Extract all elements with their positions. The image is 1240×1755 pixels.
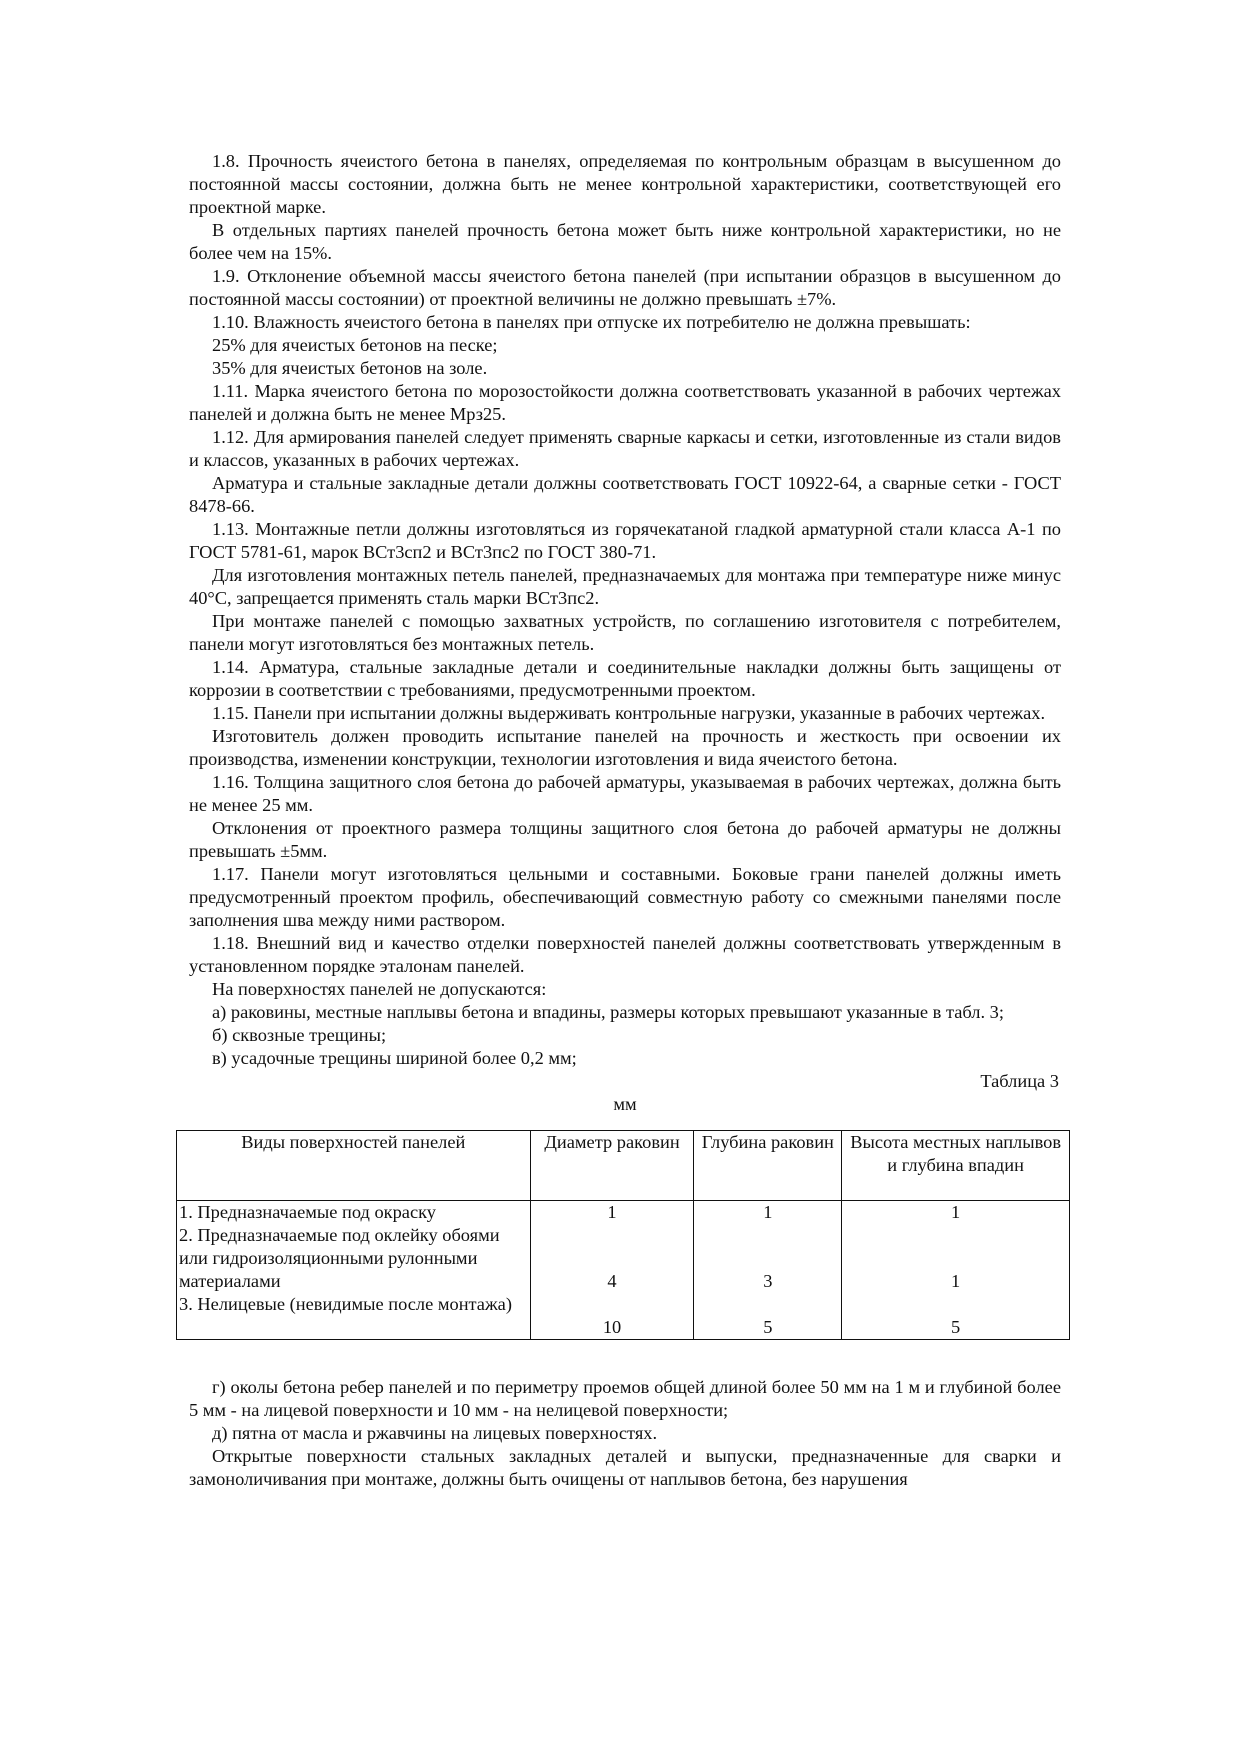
paragraph: б) сквозные трещины; [212, 1025, 387, 1045]
paragraph: 1.13. Монтажные петли должны изготовляться из горячекатаной гладкой арматурной стали класса А-1 по ГОСТ 5781-61, марок ВСт3сп2 и ВСт3пс2 по ГОСТ 380-71. [189, 519, 1061, 562]
section-text-before [189, 150, 1061, 1070]
paragraph: Открытые поверхности стальных закладных деталей и выпуски, предназначенные для сварки и замоноличивания при монтаже, должны быть очищены от наплывов бетона, без нарушения [189, 1446, 1061, 1489]
cell-value: 1 [607, 1202, 617, 1222]
cell-value: 1 [951, 1202, 961, 1222]
paragraph: 1.12. Для армирования панелей следует применять сварные каркасы и сетки, изготовленные из стали видов и классов, указанных в рабочих чертежах. [189, 427, 1061, 470]
paragraph: При монтаже панелей с помощью захватных устройств, по соглашению изготовителя с потребителем, панели могут изготовляться без монтажных петель. [189, 611, 1061, 654]
paragraph: Арматура и стальные закладные детали должны соответствовать ГОСТ 10922-64, а сварные сетки - ГОСТ 8478-66. [189, 473, 1061, 516]
paragraph: Отклонения от проектного размера толщины защитного слоя бетона до рабочей арматуры не должны превышать ±5мм. [189, 818, 1061, 861]
paragraph: 25% для ячеистых бетонов на песке; [212, 335, 498, 355]
table-cell [530, 1201, 694, 1340]
paragraph: а) раковины, местные наплывы бетона и впадины, размеры которых превышают указанные в табл. 3; [212, 1002, 1004, 1022]
section-text-after [189, 1376, 1061, 1491]
table-caption: Таблица 3 [980, 1071, 1059, 1091]
column-header: Глубина раковин [694, 1131, 842, 1201]
paragraph: 1.14. Арматура, стальные закладные детали и соединительные накладки должны быть защищены от коррозии в соответствии с требованиями, предусмотренными проектом. [189, 657, 1061, 700]
paragraph: 1.10. Влажность ячеистого бетона в панелях при отпуске их потребителю не должна превышать: [212, 312, 971, 332]
table-cell [694, 1201, 842, 1340]
document-page [179, 150, 1062, 1491]
table-row [177, 1201, 1070, 1340]
paragraph: 1.11. Марка ячеистого бетона по морозостойкости должна соответствовать указанной в рабочих чертежах панелей и должна быть не менее Мрз25. [189, 381, 1061, 424]
cell-value: 10 [602, 1317, 622, 1337]
row-name: 3. Нелицевые (невидимые после монтажа) [179, 1294, 512, 1314]
paragraph: Изготовитель должен проводить испытание панелей на прочность и жесткость при освоении их производства, изменении конструкции, технологии изготовления и вида ячеистого бетона. [189, 726, 1061, 769]
cell-value: 3 [763, 1271, 773, 1291]
table-unit: мм [613, 1094, 637, 1114]
table-cell [842, 1201, 1070, 1340]
defects-table [176, 1130, 1070, 1340]
paragraph: 1.16. Толщина защитного слоя бетона до рабочей арматуры, указываемая в рабочих чертежах, должна быть не менее 25 мм. [189, 772, 1061, 815]
column-header: Виды поверхностей панелей [177, 1131, 531, 1201]
paragraph: г) околы бетона ребер панелей и по периметру проемов общей длиной более 50 мм на 1 м и глубиной более 5 мм - на лицевой поверхности и 10 мм - на нелицевой поверхности; [189, 1377, 1061, 1420]
cell-value: 5 [763, 1317, 773, 1337]
paragraph: 1.15. Панели при испытании должны выдерживать контрольные нагрузки, указанные в рабочих чертежах. [212, 703, 1046, 723]
paragraph: В отдельных партиях панелей прочность бетона может быть ниже контрольной характеристики, но не более чем на 15%. [189, 220, 1061, 263]
paragraph: 35% для ячеистых бетонов на золе. [212, 358, 488, 378]
table-body [177, 1201, 1070, 1340]
column-header: Диаметр раковин [530, 1131, 694, 1201]
paragraph: 1.18. Внешний вид и качество отделки поверхностей панелей должны соответствовать утвержденным в установленном порядке эталонам панелей. [189, 933, 1061, 976]
cell-value: 5 [951, 1317, 961, 1337]
paragraph: в) усадочные трещины шириной более 0,2 мм; [212, 1048, 577, 1068]
cell-value: 1 [951, 1271, 961, 1291]
row-name: 1. Предназначаемые под окраску [179, 1202, 436, 1222]
paragraph: На поверхностях панелей не допускаются: [212, 979, 547, 999]
cell-value: 1 [763, 1202, 773, 1222]
row-name: 2. Предназначаемые под оклейку обоями или гидроизоляционными рулонными материалами [179, 1225, 500, 1291]
paragraph: 1.9. Отклонение объемной массы ячеистого бетона панелей (при испытании образцов в высушенном до постоянной массы состоянии) от проектной величины не должно превышать ±7%. [189, 266, 1061, 309]
column-header: Высота местных наплывов и глубина впадин [842, 1131, 1070, 1201]
paragraph: 1.8. Прочность ячеистого бетона в панелях, определяемая по контрольным образцам в высушенном до постоянной массы состоянии, должна быть не менее контрольной характеристики, соответствующей его проектной марке. [189, 151, 1061, 217]
paragraph: д) пятна от масла и ржавчины на лицевых поверхностях. [212, 1423, 658, 1443]
table-header-row [177, 1131, 1070, 1201]
table-cell [177, 1201, 531, 1340]
cell-value: 4 [607, 1271, 617, 1291]
paragraph: Для изготовления монтажных петель панелей, предназначаемых для монтажа при температуре ниже минус 40°С, запрещается применять сталь марки ВСт3пс2. [189, 565, 1061, 608]
paragraph: 1.17. Панели могут изготовляться цельными и составными. Боковые грани панелей должны иметь предусмотренный проектом профиль, обеспечивающий совместную работу со смежными панелями после заполнения шва между ними раствором. [189, 864, 1061, 930]
